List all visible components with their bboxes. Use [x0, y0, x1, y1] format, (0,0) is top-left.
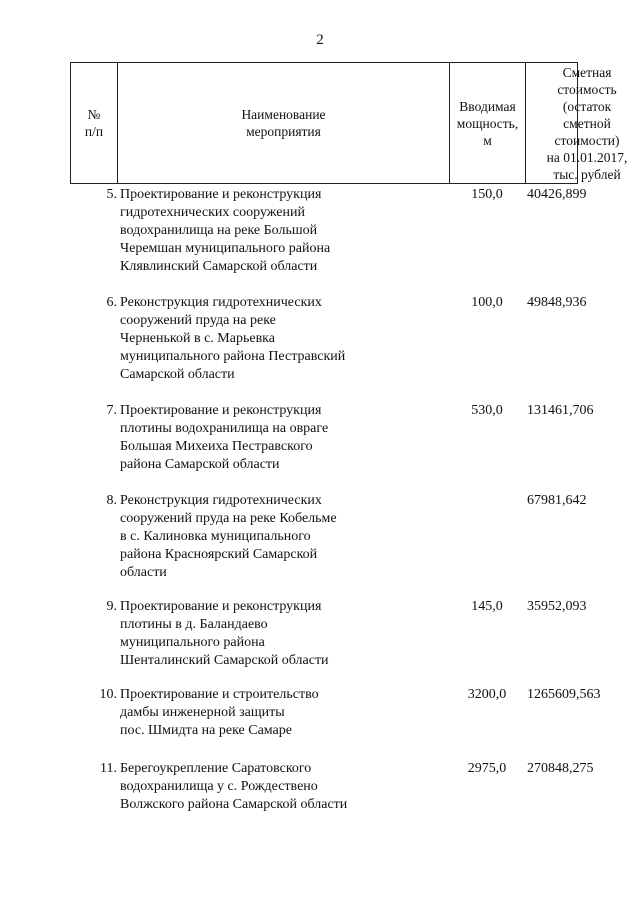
row-number: 8.	[106, 493, 117, 508]
row-power: 100,0	[471, 295, 503, 310]
row-power: 145,0	[471, 599, 503, 614]
row-name: Проектирование и реконструкция гидротехнических сооружений водохранилища на реке Большой Черемшан муниципального района Клявлинский Самарской области	[120, 187, 331, 274]
row-cost: 35952,093	[527, 599, 587, 614]
row-name: Проектирование и реконструкция плотины водохранилища на овраге Большая Михеиха Пестравского района Самарской области	[120, 403, 329, 472]
row-cost: 131461,706	[527, 403, 594, 418]
row-number: 5.	[106, 187, 117, 202]
row-number: 6.	[106, 295, 117, 310]
header-power: Вводимая мощность, м	[450, 63, 526, 183]
row-name: Реконструкция гидротехнических сооружений пруда на реке Кобельме в с. Калиновка муниципального района Красноярский Самарской области	[120, 493, 337, 580]
row-name: Проектирование и строительство дамбы инженерной защиты пос. Шмидта на реке Самаре	[120, 687, 319, 738]
row-name: Берегоукрепление Саратовского водохранилища у с. Рождествено Волжского района Самарской области	[120, 761, 348, 812]
row-power: 3200,0	[467, 687, 507, 702]
header-num: № п/п	[71, 63, 118, 183]
row-cost: 40426,899	[527, 187, 587, 202]
row-number: 10.	[99, 687, 117, 702]
row-power: 530,0	[471, 403, 503, 418]
header-name: Наименование мероприятия	[118, 63, 450, 183]
row-number: 9.	[106, 599, 117, 614]
row-number: 7.	[106, 403, 117, 418]
row-power: 2975,0	[467, 761, 507, 776]
table-header	[70, 62, 628, 184]
page-number: 2	[316, 32, 324, 48]
row-number: 11.	[100, 761, 117, 776]
row-name: Проектирование и реконструкция плотины в д. Баландаево муниципального района Шенталинский Самарской области	[120, 599, 329, 668]
row-power: 150,0	[471, 187, 503, 202]
header-cost: Сметная стоимость (остаток сметной стоимости) на 01.01.2017, тыс. рублей	[546, 64, 628, 182]
row-cost: 49848,936	[527, 295, 587, 310]
row-name: Реконструкция гидротехнических сооружений пруда на реке Черненькой в с. Марьевка муниципального района Пестравский Самарской области	[120, 295, 346, 382]
row-cost: 1265609,563	[527, 687, 601, 702]
row-cost: 67981,642	[527, 493, 587, 508]
row-cost: 270848,275	[527, 761, 594, 776]
